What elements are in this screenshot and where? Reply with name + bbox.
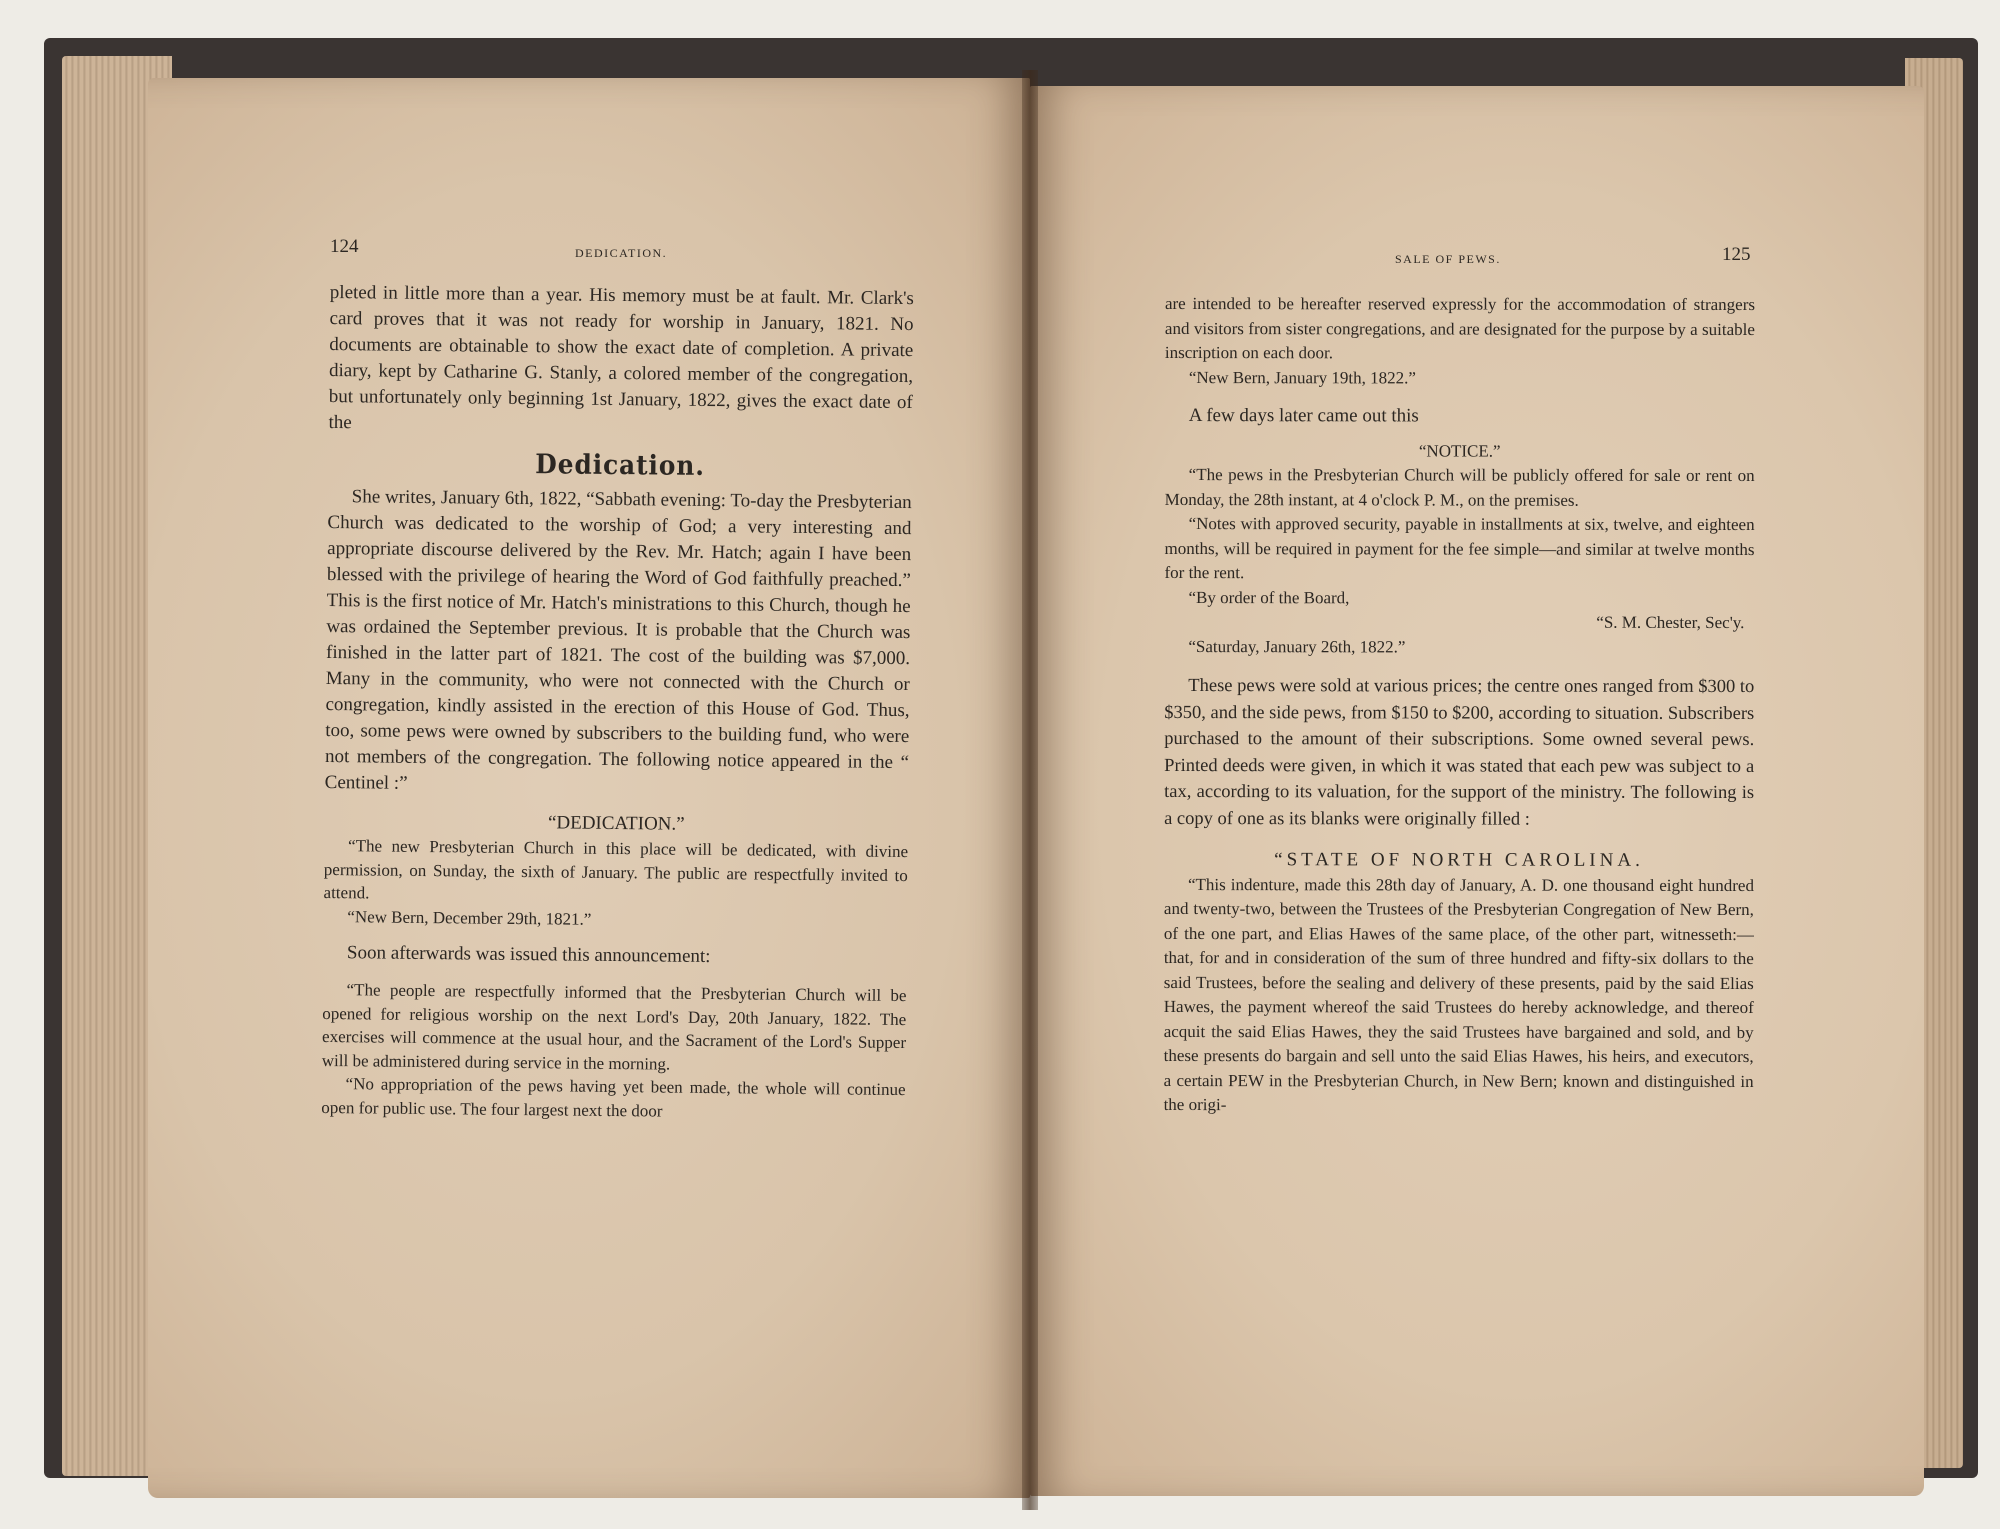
right-paragraph-2: A few days later came out this: [1188, 405, 1419, 427]
right-page-body: [1164, 292, 1755, 1119]
notice-signature: “S. M. Chester, Sec'y.: [1596, 612, 1745, 633]
right-dateline-2: “Saturday, January 26th, 1822.”: [1188, 636, 1406, 656]
deed-title: “STATE OF NORTH CAROLINA.: [1274, 849, 1644, 871]
right-page-number: 125: [1722, 244, 1751, 265]
deed-body: “This indenture, made this 28th day of January, A. D. one thousand eight hundred and twenty-two, between the Trustees of the Presbyterian Congregation of New Bern, of the one part, and Elias Hawes of the same place, of the other part, witnesseth:—that, for and in consideration of the sum of three hundred and fifty-six dollars to the said Trustees, before the sealing and delivery of these presents, paid by the said Elias Hawes, the payment whereof the said Trustees do hereby acknowledge, and thereof acquit the said Elias Hawes, they the said Trustees have bargained and sold, and by these presents do bargain and sell unto the said Elias Hawes, his heirs, and executors, a certain PEW in the Presbyterian Church, in New Bern; known and distinguished in the origi-: [1163, 874, 1754, 1115]
notice-title: “NOTICE.”: [1418, 440, 1501, 461]
right-paragraph-3: These pews were sold at various prices; the centre ones ranged from $300 to $350, and the side pews, from $150 to $200, according to situation. Subscribers purchased to the amount of their subscriptions. Some owned several pews. Printed deeds were given, in which it was stated that each pew was subject to a tax, according to its valuation, for the support of the ministry. The following is a copy of one as its blanks were originally filled :: [1164, 676, 1755, 830]
book-gutter: [1022, 70, 1038, 1510]
dedication-notice-dateline: “New Bern, December 29th, 1821.”: [347, 906, 592, 929]
left-running-head: DEDICATION.: [575, 246, 668, 260]
left-page-number: 124: [330, 236, 359, 257]
notice-part-3: “By order of the Board,: [1188, 587, 1350, 607]
left-paragraph-3: Soon afterwards was issued this announcement:: [346, 942, 711, 968]
notice-part-2: “Notes with approved security, payable in installments at six, twelve, and eighteen months, will be required in payment for the fee simple—and similar at twelve months for the rent.: [1164, 514, 1755, 583]
left-paragraph-2: She writes, January 6th, 1822, “Sabbath evening: To-day the Presbyterian Church was dedicated to the worship of God; a very interesting and appropriate discourse delivered by the Rev. Mr. Hatch; again I have been blessed with the privilege of hearing the Word of God faithfully preached.” This is the first notice of Mr. Hatch's ministrations to this Church, though he was ordained the September previous. It is probable that the Church was finished in the latter part of 1821. The cost of the building was $7,000. Many in the community, who were not connected with the Church or congregation, kindly assisted in the erection of this House of God. Thus, too, some pews were owned by subscribers to the building fund, who were not members of the congregation. The following notice appeared in the “ Centinel :”: [324, 486, 912, 794]
dedication-notice-title: “DEDICATION.”: [547, 812, 685, 835]
left-page-body: [321, 280, 914, 1125]
notice-part-1: “The pews in the Presbyterian Church will be publicly offered for sale or rent on Monday, the 28th instant, at 4 o'clock P. M., on the premises.: [1164, 465, 1755, 510]
dedication-notice-body: “The new Presbyterian Church in this place will be dedicated, with divine permission, on Sunday, the sixth of January. The public are respectfully invited to attend.: [323, 836, 909, 903]
right-running-head: SALE OF PEWS.: [1395, 252, 1501, 266]
left-paragraph-1: pleted in little more than a year. His memory must be at fault. Mr. Clark's card proves that it was not ready for worship in January, 1821. No documents are obtainable to show the exact date of completion. A private diary, kept by Catharine G. Stanly, a colored member of the congregation, but unfortunately only beginning 1st January, 1822, gives the exact date of the: [328, 281, 914, 434]
right-dateline-1: “New Bern, January 19th, 1822.”: [1188, 367, 1416, 387]
dedication-heading: Dedication.: [535, 449, 706, 482]
right-paragraph-1: are intended to be hereafter reserved expressly for the accommodation of strangers and visitors from sister congregations, and are designated for the purpose by a suitable inscription on each door.: [1164, 294, 1755, 363]
announcement-part-2: “No appropriation of the pews having yet been made, the whole will continue open for public use. The four largest next the door: [321, 1074, 906, 1121]
announcement-part-1: “The people are respectfully informed that the Presbyterian Church will be opened for religious worship on the next Lord's Day, 20th January, 1822. The exercises will commence at the usual hour, and the Sacrament of the Lord's Supper will be administered during service in the morning.: [321, 980, 907, 1074]
